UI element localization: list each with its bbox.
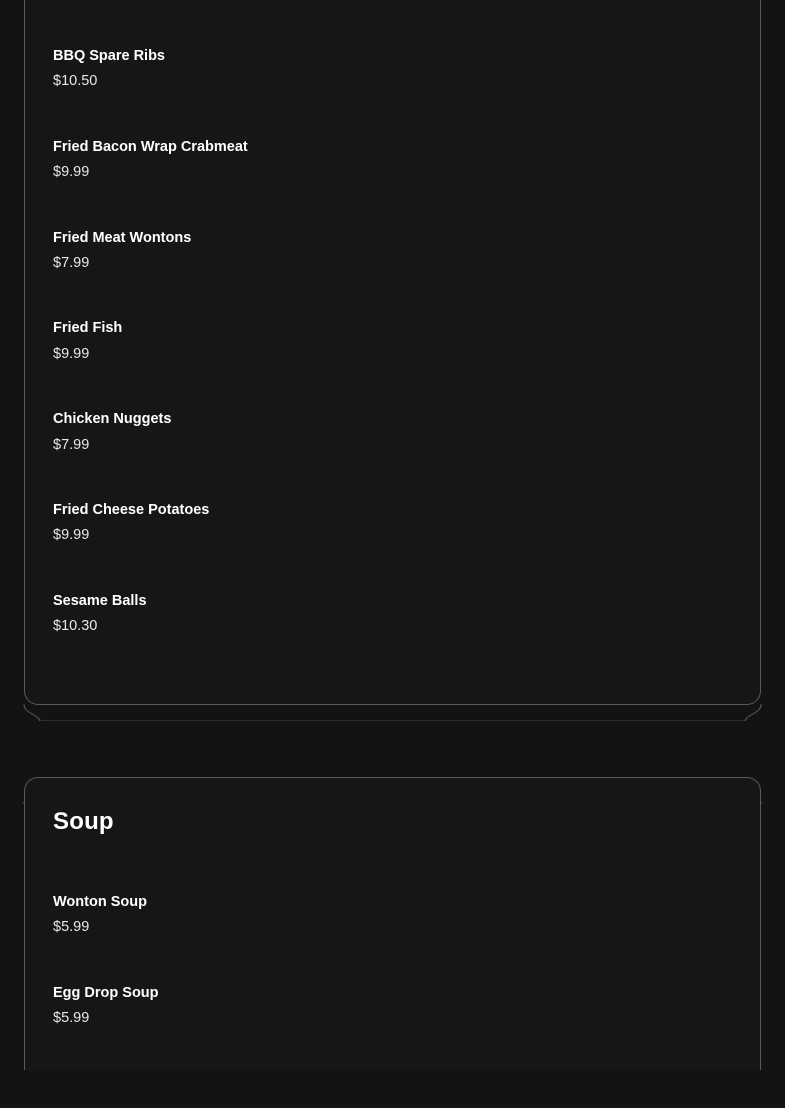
- menu-section-card-soup: [24, 777, 761, 1070]
- card-gap: [0, 705, 785, 777]
- menu-item-name: Fried Cheese Potatoes: [53, 501, 210, 518]
- menu-section-items: [25, 0, 760, 635]
- menu-item[interactable]: [53, 91, 732, 182]
- menu-item[interactable]: [53, 272, 732, 363]
- menu-item-name: BBQ Spare Ribs: [53, 48, 165, 64]
- menu-section-items: [25, 778, 760, 1028]
- menu-item[interactable]: [53, 363, 732, 454]
- menu-item-name: Fried Fish: [53, 320, 123, 337]
- menu-item-price: $9.99: [53, 345, 90, 362]
- menu-item-name: Wonton Soup: [53, 894, 147, 910]
- menu-item[interactable]: [53, 454, 732, 545]
- menu-item-name: Sesame Balls: [53, 592, 147, 609]
- menu-item-name: Fried Meat Wontons: [53, 229, 192, 246]
- menu-item-price: $9.99: [53, 164, 90, 181]
- menu-item-price: $7.99: [53, 436, 90, 453]
- menu-item-price: $7.99: [53, 254, 90, 271]
- section-title: Soup: [53, 808, 114, 835]
- menu-item[interactable]: [53, 182, 732, 273]
- menu-item-name: Fried Bacon Wrap Crabmeat: [53, 138, 248, 155]
- menu-item[interactable]: [53, 0, 732, 91]
- menu-item[interactable]: [53, 545, 732, 636]
- menu-item-price: $10.50: [53, 73, 98, 90]
- menu-item[interactable]: [53, 937, 732, 1028]
- menu-item[interactable]: [53, 836, 732, 937]
- menu-item-price: $5.99: [53, 919, 90, 936]
- menu-item-price: $9.99: [53, 527, 90, 544]
- menu-item-price: $10.30: [53, 618, 98, 635]
- menu-item-name: Egg Drop Soup: [53, 984, 159, 1001]
- menu-item-price: $5.99: [53, 1010, 90, 1027]
- menu-item-name: Chicken Nuggets: [53, 411, 172, 428]
- menu-section-card-appetizers: [24, 0, 761, 705]
